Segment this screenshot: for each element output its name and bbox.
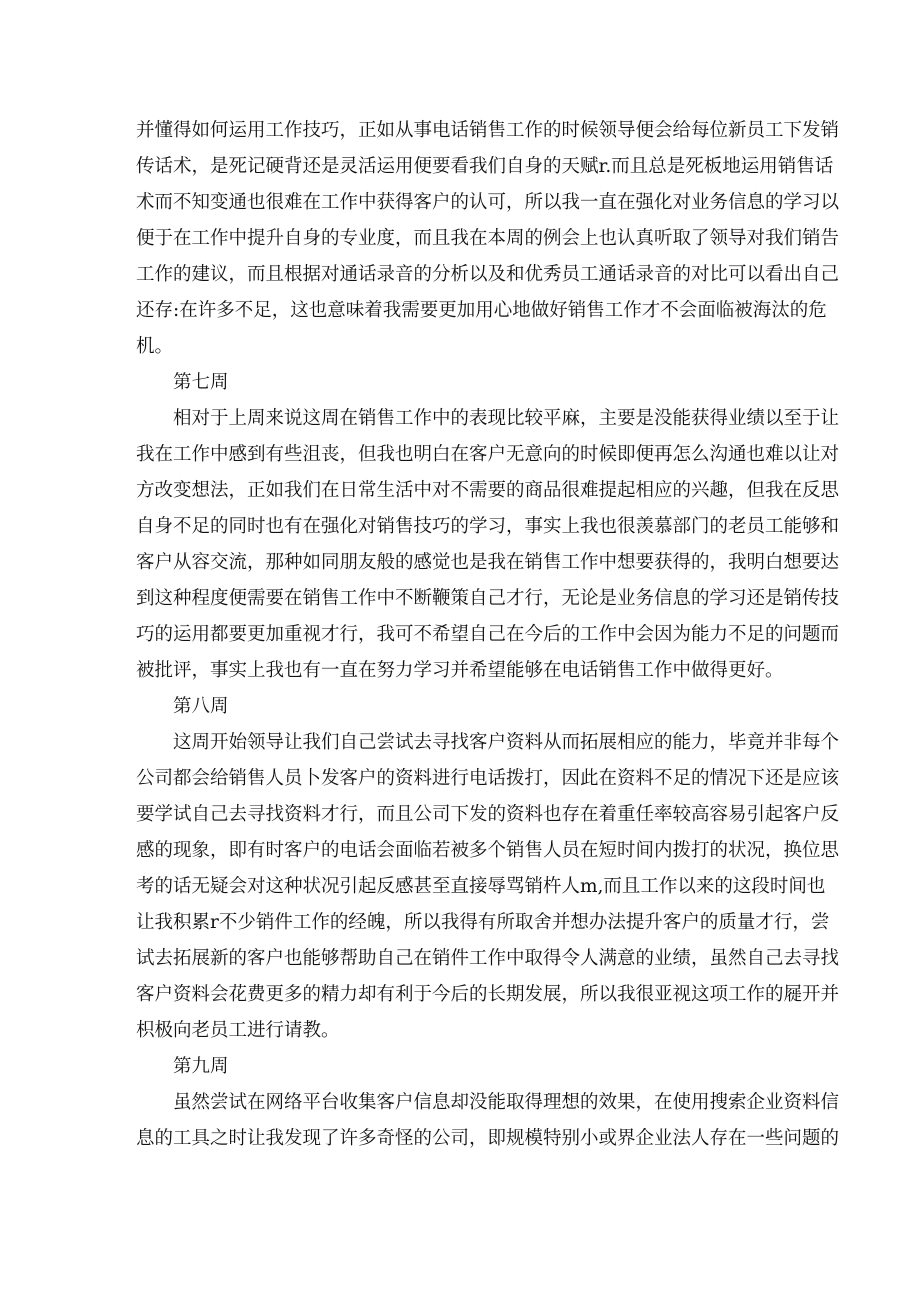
text-line: 还存:在许多不足，这也意味着我需要更加用心地做好销售工作才不会面临被海汰的危 (136, 300, 827, 321)
document-body (136, 113, 840, 1157)
section-heading-week-9: 第九周 (173, 1056, 229, 1077)
text-line: 这周开始领导让我们自己尝试去寻找客户资料从而拓展相应的能力，毕竟并非每个 (173, 732, 840, 753)
text-line: 考的话无疑会对这种状况引起反感甚至直接辱骂销杵人m,而且工作以来的这段时间也 (136, 876, 826, 897)
text-line: 客户资料会花费更多的精力却有利于今后的长期发展，所以我很亚视这项工作的屣开并 (136, 984, 840, 1005)
text-line: 我在工作中感到有些沮丧，但我也明白在客户无意向的时候即便再怎么沟通也难以让对 (136, 444, 840, 465)
text-line: 被批评，事实上我也有一直在努力学习并希望能够在电话销售工作中做得更好。 (136, 660, 784, 681)
text-line: 传话术，是死记硬背还是灵活运用便要看我们自身的天赋r.而且总是死板地运用销售话 (136, 156, 834, 177)
text-line: 自身不足的同时也有在强化对销售技巧的学习，事实上我也很羡慕部门的老员工能够和 (136, 516, 840, 537)
text-line: 虽然尝试在网络平台收集客户信息却没能取得理想的效果，在使用搜索企业资料信 (173, 1092, 840, 1113)
text-line: 巧的运用都要更加重视才行，我可不希望自己在今后的工作中会因为能力不足的问题而 (136, 624, 840, 645)
text-line: 要学试自己去寻找资料才行，而且公司下发的资料也存在着重任率较高容易引起客户反 (136, 804, 840, 825)
text-line: 公司都会给销售人员卜发客户的资料进行电话拨打，因此在资料不足的情况下还是应该 (136, 768, 840, 789)
text-line: 方改变想法，正如我们在日常生活中对不需要的商品很难提起相应的兴趣，但我在反思 (136, 480, 840, 501)
section-heading-week-8: 第八周 (173, 696, 229, 717)
text-line: 试去拓展新的客户也能够帮助自己在销件工作中取得令人满意的业绩，虽然自己去寻找 (136, 948, 840, 969)
text-line: 术而不知变通也很难在工作中获得客户的认可，所以我一直在强化对业务信息的学习以 (136, 192, 840, 213)
text-line: 感的现象，即有时客户的电话会面临若被多个销售人员在短时间内拨打的状况，换位思 (136, 840, 840, 861)
text-line: 相对于上周来说这周在销售工作中的表现比较平麻，主要是没能获得业绩以至于让 (173, 408, 840, 429)
text-line: 工作的建议，而且根据对通话录音的分析以及和优秀员工通话录音的对比可以看出自己 (136, 264, 840, 285)
text-line: 到这种程度便需要在销售工作中不断鞭策自己才行，无论是业务信息的学习还是销传技 (136, 588, 840, 609)
text-line: 并懂得如何运用工作技巧，正如从事电话销售工作的时候领导便会给每位新员工下发销 (136, 120, 840, 141)
text-line: 机。 (136, 336, 174, 357)
text-line: 便于在工作中提升自身的专业度，而且我在本周的例会上也认真听取了领导对我们销告 (136, 228, 840, 249)
text-line: 息的工具之时让我发现了许多奇怪的公司，即规模特别小或界企业法人存在一些问题的 (136, 1128, 840, 1149)
text-line: 枳极向老员工进行请教。 (136, 1020, 340, 1041)
text-line: 让我积累r不少销件工作的经魄，所以我得有所取舍并想办法提升客户的质量才行，尝 (136, 912, 830, 933)
section-heading-week-7: 第七周 (173, 372, 229, 393)
text-line: 客户从容交流，那种如同朋友般的感觉也是我在销售工作中想要获得的，我明白想要达 (136, 552, 840, 573)
